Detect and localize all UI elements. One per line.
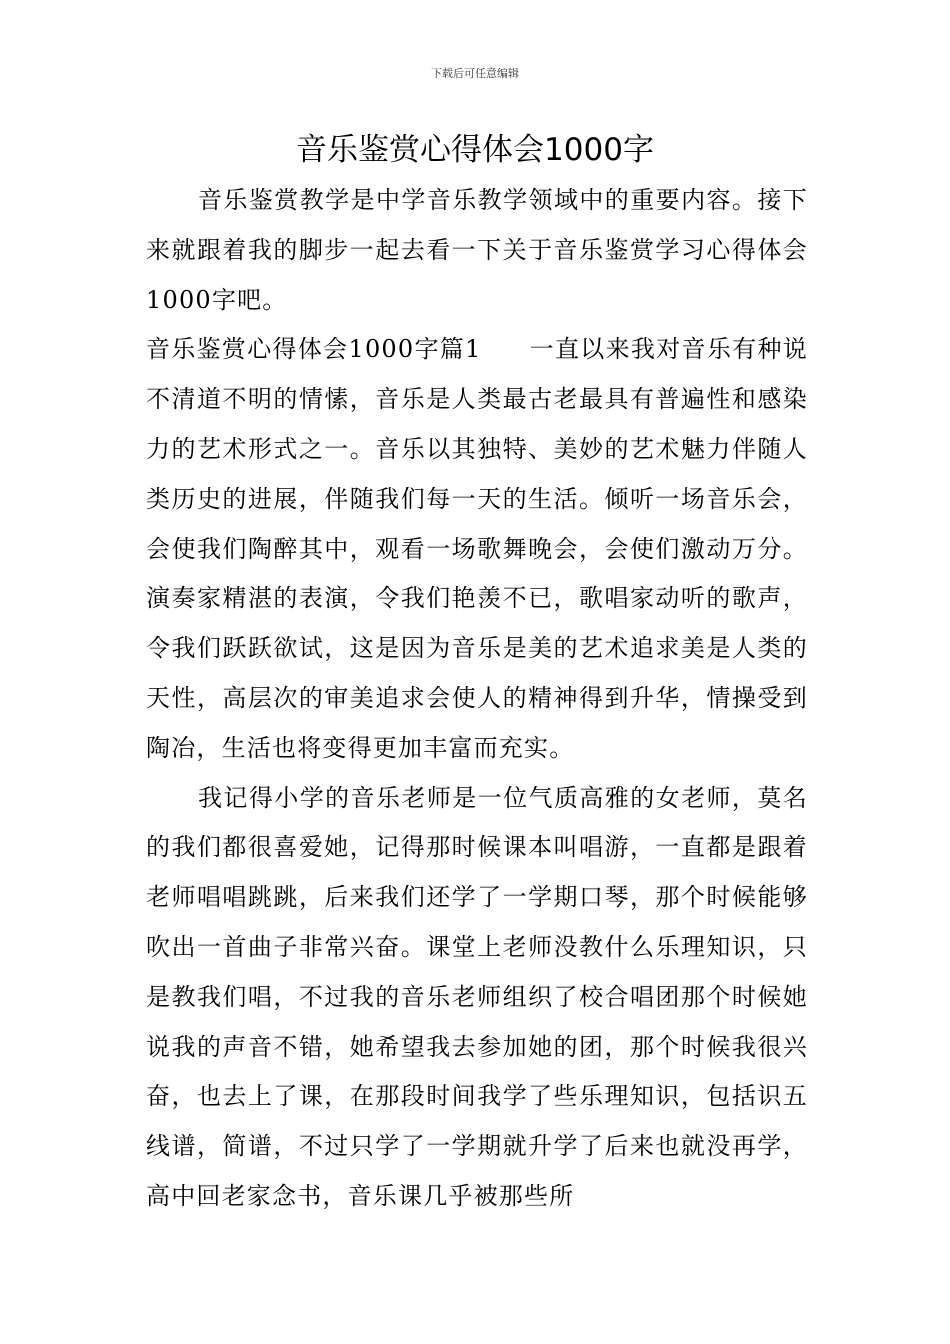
document-body	[146, 176, 808, 1222]
header-note: 下载后可任意编辑	[431, 67, 519, 80]
section-1-heading: 音乐鉴赏心得体会1000字篇1	[146, 335, 482, 364]
section-1-text: 一直以来我对音乐有种说不清道不明的情愫，音乐是人类最古老最具有普遍性和感染力的艺术形式之一。音乐以其独特、美妙的艺术魅力伴随人类历史的进展，伴随我们每一天的生活。倾听一场音乐会，会使我们陶醉其中，观看一场歌舞晚会，会使们激动万分。演奏家精湛的表演，令我们艳羡不已，歌唱家动听的歌声，令我们跃跃欲试，这是因为音乐是美的艺术追求美是人类的天性，高层次的审美追求会使人的精神得到升华，情操受到陶冶，生活也将变得更加丰富而充实。	[146, 335, 808, 762]
paragraph-2: 我记得小学的音乐老师是一位气质高雅的女老师，莫名的我们都很喜爱她，记得那时候课本叫唱游，一直都是跟着老师唱唱跳跳，后来我们还学了一学期口琴，那个时候能够吹出一首曲子非常兴奋。课堂上老师没教什么乐理知识，只是教我们唱，不过我的音乐老师组织了校合唱团那个时候她说我的声音不错，她希望我去参加她的团，那个时候我很兴奋，也去上了课，在那段时间我学了些乐理知识，包括识五线谱，简谱，不过只学了一学期就升学了后来也就没再学，高中回老家念书，音乐课几乎被那些所	[146, 783, 808, 1210]
document-title: 音乐鉴赏心得体会1000字	[296, 132, 654, 168]
section-1-paragraph	[146, 325, 808, 773]
intro-paragraph: 音乐鉴赏教学是中学音乐教学领域中的重要内容。接下来就跟着我的脚步一起去看一下关于音乐鉴赏学习心得体会1000字吧。	[146, 186, 808, 314]
